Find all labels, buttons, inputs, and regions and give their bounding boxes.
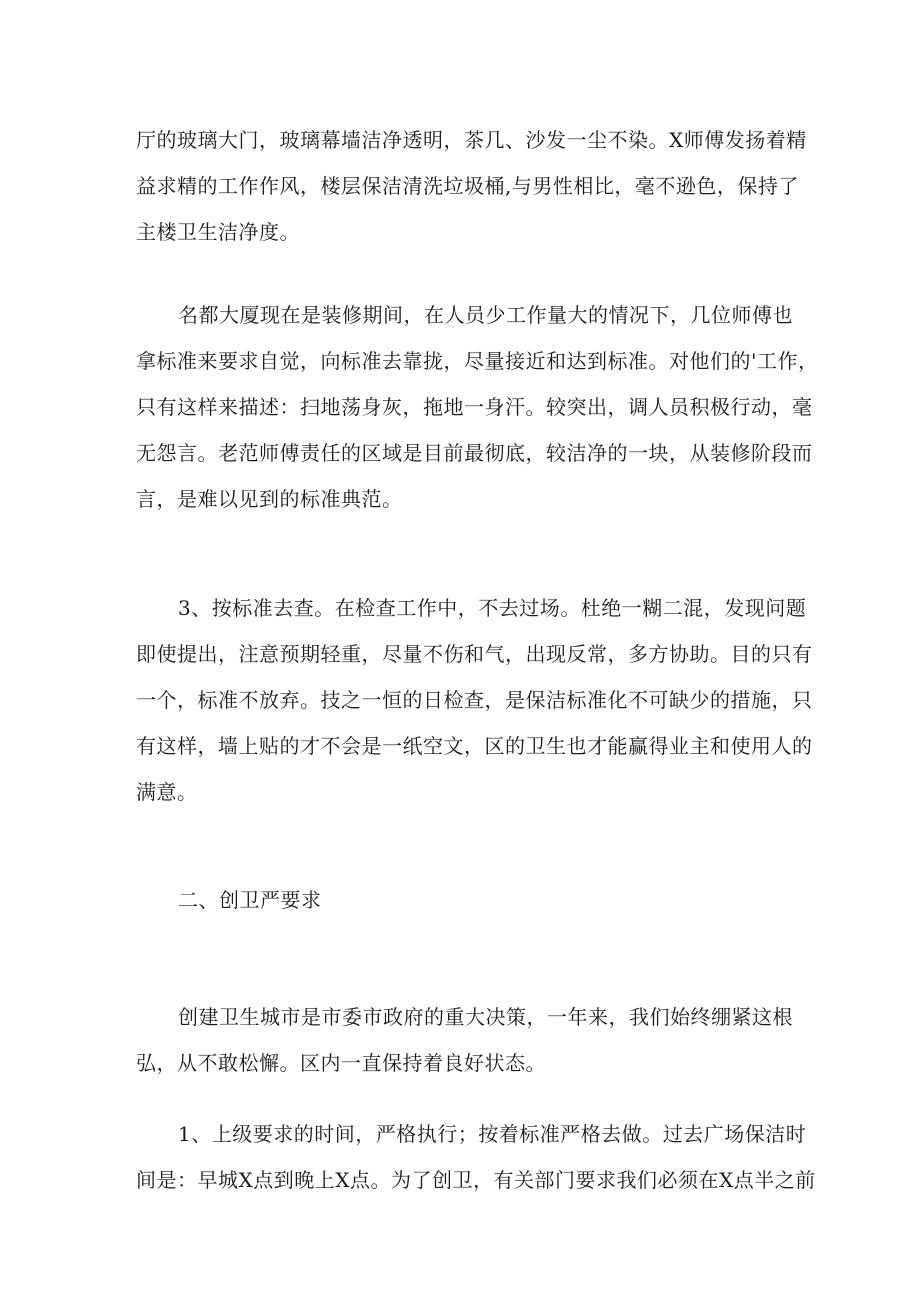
text-line: 拿标准来要求自觉，向标准去靠拢，尽量接近和达到标准。对他们的'工作， — [136, 349, 819, 373]
paragraph-2 — [136, 292, 819, 522]
paragraph-4 — [136, 994, 796, 1086]
text-line: 3、按标准去查。在检查工作中，不去过场。杜绝一糊二混，发现问题 — [178, 596, 807, 620]
section-heading — [136, 877, 796, 923]
text-line: 厅的玻璃大门，玻璃幕墙洁净透明，茶几、沙发一尘不染。X师傅发扬着精 — [136, 128, 807, 152]
text-line: 无怨言。老范师傅责任的区域是目前最彻底，较洁净的一块，从装修阶段而 — [136, 441, 813, 465]
text-line: 创建卫生城市是市委市政府的重大决策，一年来，我们始终绷紧这根 — [178, 1005, 793, 1029]
text-line: 只有这样来描述：扫地荡身灰，拖地一身汗。较突出，调人员积极行动，毫 — [136, 395, 813, 419]
text-line: 言，是难以见到的标准典范。 — [136, 487, 403, 511]
text-line: 一个，标准不放弃。技之一恒的日检查，是保洁标准化不可缺少的措施，只 — [136, 688, 813, 712]
text-line: 满意。 — [136, 780, 198, 804]
paragraph-1 — [136, 117, 807, 255]
text-line: 主楼卫生洁净度。 — [136, 220, 300, 244]
text-line: 益求精的工作作风，楼层保洁清洗垃圾桶,与男性相比，毫不逊色，保持了 — [136, 174, 799, 198]
paragraph-5 — [136, 1111, 816, 1203]
text-line: 有这样，墙上贴的才不会是一纸空文，区的卫生也才能赢得业主和使用人的 — [136, 734, 813, 758]
text-line: 即使提出，注意预期轻重，尽量不伤和气，出现反常，多方协助。目的只有 — [136, 642, 813, 666]
paragraph-3 — [136, 585, 813, 815]
text-line: 名都大厦现在是装修期间，在人员少工作量大的情况下，几位师傅也 — [178, 303, 793, 327]
text-line: 1、上级要求的时间，严格执行；按着标准严格去做。过去广场保洁时 — [178, 1122, 807, 1146]
text-line: 间是：早城X点到晚上X点。为了创卫，有关部门要求我们必须在X点半之前 — [136, 1168, 816, 1192]
text-line: 二、创卫严要求 — [178, 888, 322, 912]
text-line: 弘，从不敢松懈。区内一直保持着良好状态。 — [136, 1051, 546, 1075]
